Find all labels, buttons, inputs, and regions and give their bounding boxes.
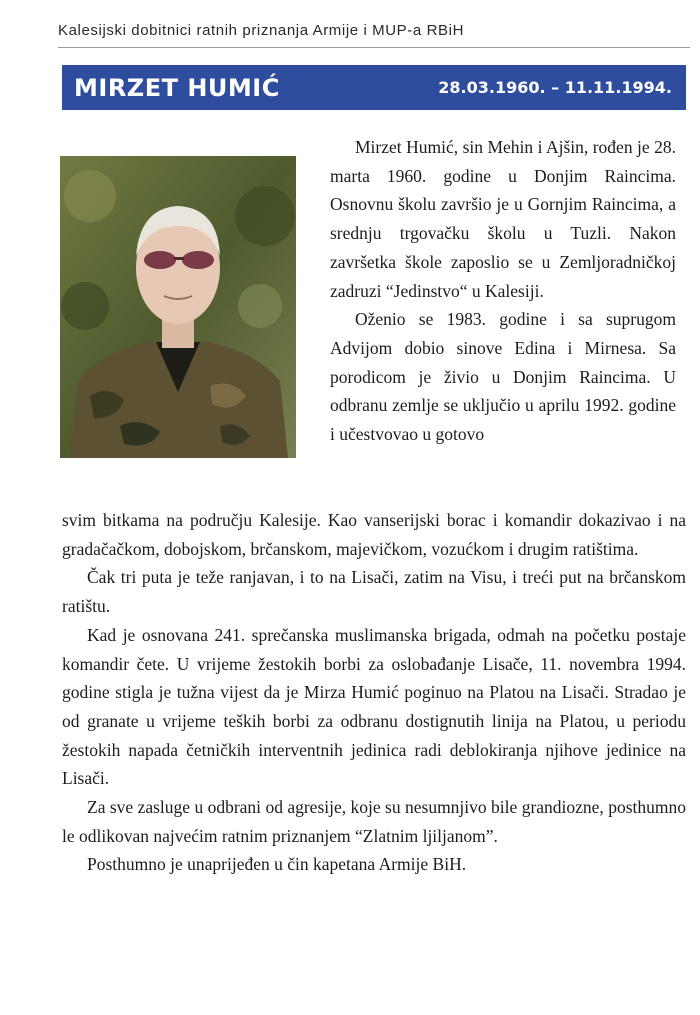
title-bar — [62, 65, 686, 110]
paragraph: Mirzet Humić, sin Mehin i Ajšin, rođen je 28. marta 1960. godine u Donjim Raincima. Osnovnu školu završio je u Gornjim Raincima, a srednju trgovačku školu u Tuzli. Nakon završetka škole zaposlio se u Zemljoradničkoj zadruzi “Jedinstvo“ u Kalesiji. — [330, 137, 676, 301]
portrait-photo — [60, 156, 296, 458]
running-header: Kalesijski dobitnici ratnih priznanja Armije i MUP-a RBiH — [58, 22, 464, 39]
header-divider — [58, 47, 690, 48]
article-text — [62, 506, 686, 879]
paragraph: Za sve zasluge u odbrani od agresije, koje su nesumnjivo bile grandiozne, posthumno le odlikovan najvećim ratnim priznanjem “Zlatnim ljiljanom”. — [62, 797, 686, 846]
article-text-wrapped — [330, 133, 676, 449]
person-name: MIRZET HUMIĆ — [74, 73, 280, 102]
paragraph: Čak tri puta je teže ranjavan, i to na Lisači, zatim na Visu, i treći put na brčanskom ratištu. — [62, 567, 686, 617]
life-dates: 28.03.1960. – 11.11.1994. — [438, 78, 672, 97]
paragraph: Oženio se 1983. godine i sa suprugom Advijom dobio sinove Edina i Mirnesa. Sa porodicom je živio u Donjim Raincima. U odbranu zemlje se uključio u aprilu 1992. godine i učestvovao u gotovo — [330, 309, 676, 445]
paragraph: Kad je osnovana 241. sprečanska muslimanska brigada, odmah na početku postaje komandir čete. U vrijeme žestokih borbi za oslobađanje Lisače, 11. novembra 1994. godine stigla je tužna vijest da je Mirza Humić poginuo na Platou na Lisači. Stradao je od granate u vrijeme teških borbi za odbranu dostignutih linija na Platou, u periodu žestokih napada četničkih interventnih jedinica radi deblokiranja njihove jedinice na Lisači. — [62, 624, 686, 789]
paragraph: svim bitkama na području Kalesije. Kao vanserijski borac i komandir dokazivao i na gradačačkom, dobojskom, brčanskom, majevičkom, vozućkom i drugim ratištima. — [62, 510, 686, 559]
portrait-photo-icon — [60, 156, 296, 458]
paragraph: Posthumno je unaprijeđen u čin kapetana Armije BiH. — [87, 854, 467, 875]
